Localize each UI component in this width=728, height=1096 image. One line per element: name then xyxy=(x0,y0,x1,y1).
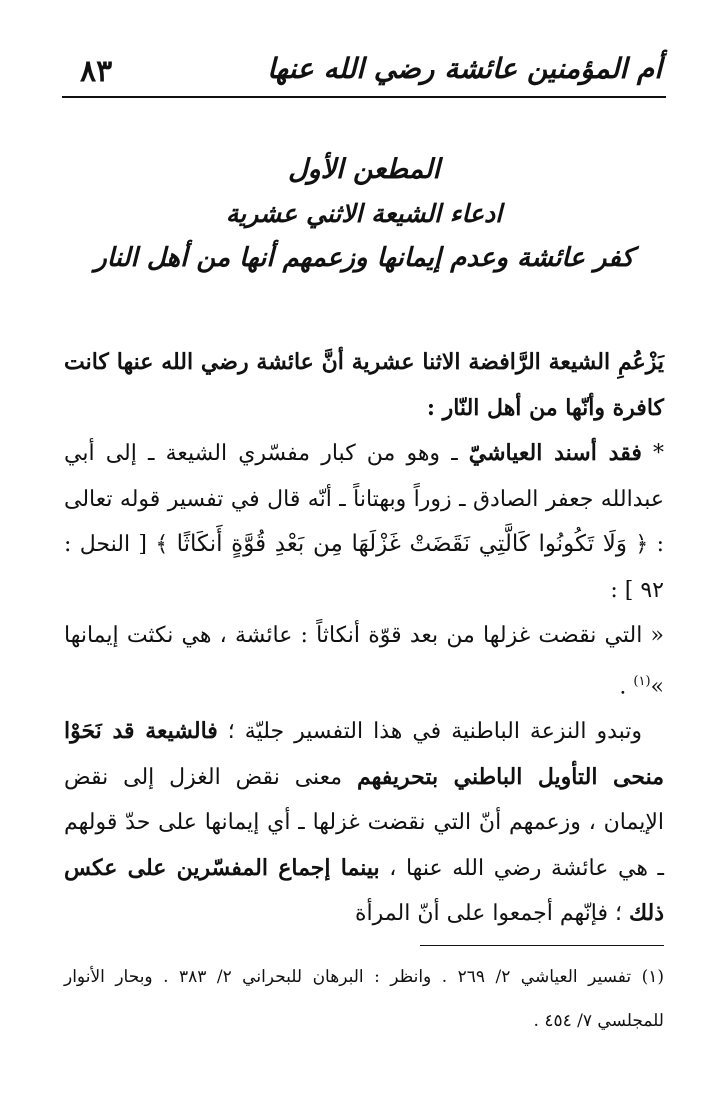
footnotes xyxy=(64,955,664,1043)
paragraph-4-b: فالشيعة قد نَحَوْا منحى التأويل الباطني بتحريفهم xyxy=(64,718,664,790)
verse-reference: ﴾ [ النحل : ٩٢ ] : xyxy=(64,532,664,603)
paragraph-2-lead: فقد أسند العياشيّ xyxy=(468,440,642,466)
quotation: « التي نقضت غزلها من بعد قوّة أنكاثاً : عائشة ، هي نكثت إيمانها » xyxy=(64,623,664,699)
running-title: أم المؤمنين عائشة رضي الله عنها xyxy=(267,52,662,85)
paragraph-4-c: معنى نقض الغزل إلى نقض الإيمان ، وزعمهم أنّ التي نقضت غزلها ـ أي إيمانها على حدّ قولهم ـ هي عائشة رضي الله عنها ، xyxy=(64,764,664,881)
section-subtitle-1: ادعاء الشيعة الاثني عشرية xyxy=(225,199,503,228)
body-text xyxy=(64,340,664,937)
paragraph-2 xyxy=(64,431,664,613)
paragraph-4-d: بينما إجماع المفسّرين على عكس ذلك xyxy=(64,854,664,927)
paragraph-4-e: ؛ فإنّهم أجمعوا على أنّ المرأة xyxy=(355,901,629,927)
page-number: ٨٣ xyxy=(80,54,113,89)
footnote-divider xyxy=(420,945,664,946)
paragraph-4-a: وتبدو النزعة الباطنية في هذا التفسير جليّة ؛ xyxy=(217,719,643,745)
page-header xyxy=(62,44,666,98)
quran-verse: وَلَا تَكُونُوا كَالَّتِي نَقَضَتْ غَزْلَهَا مِن بَعْدِ قُوَّةٍ أَنكَاثًا xyxy=(176,531,627,557)
paragraph-1: يَزْعُمِ الشيعة الرَّافضة الاثنا عشرية أنَّ عائشة رضي الله عنها كانت كافرة وأنّها من أهل النّار : xyxy=(64,349,664,421)
paragraph-2-text: ـ وهو من كبار مفسّري الشيعة ـ إلى أبي عبدالله جعفر الصادق ـ زوراً وبهتاناً ـ أنّه قال في تفسير قوله تعالى : ﴿ xyxy=(64,441,664,557)
bullet-mark: * xyxy=(641,441,664,466)
footnote-marker: (١) xyxy=(633,673,651,689)
paragraph-3-end: . xyxy=(619,673,634,699)
section-title: المطعن الأول xyxy=(287,154,441,185)
footnote-1: (١) تفسير العياشي ٢/ ٢٦٩ . وانظر : البرهان للبحراني ٢/ ٣٨٣ . وبحار الأنوار للمجلسي ٧/ ٤٥٤ . xyxy=(64,967,664,1031)
section-subtitle-2: كفر عائشة وعدم إيمانها وزعمهم أنها من أهل النار xyxy=(94,243,634,273)
paragraph-4 xyxy=(64,709,664,937)
section-heading xyxy=(0,148,728,280)
paragraph-3 xyxy=(64,613,664,709)
